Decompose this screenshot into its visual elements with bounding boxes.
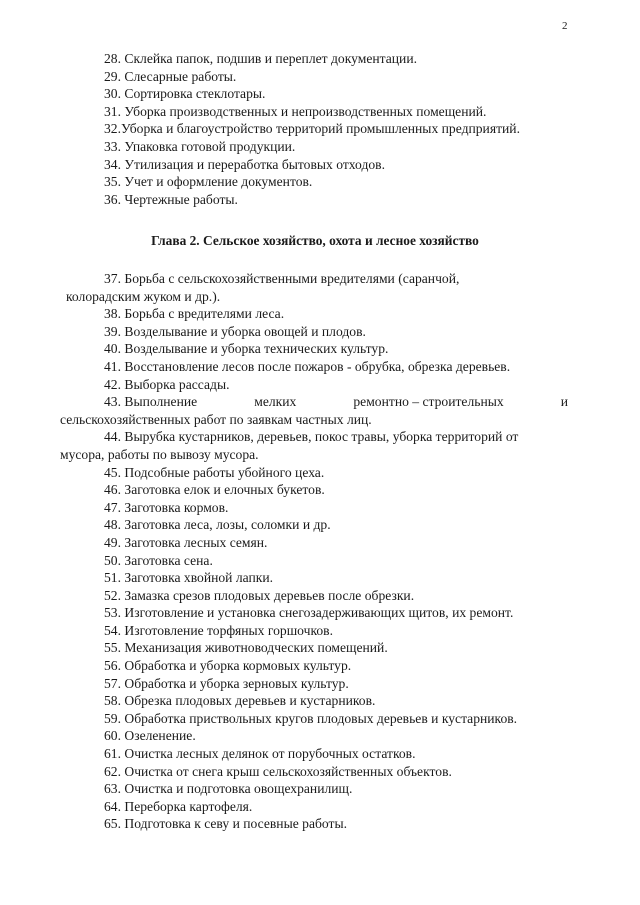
list-item: 35. Учет и оформление документов. [104, 174, 313, 190]
word: мелких [254, 394, 297, 410]
list-item: 32.Уборка и благоустройство территорий промышленных предприятий. [104, 121, 520, 137]
list-item: 38. Борьба с вредителями леса. [104, 306, 285, 322]
list-item: 36. Чертежные работы. [104, 191, 238, 207]
list-item: 65. Подготовка к севу и посевные работы. [104, 816, 347, 832]
list-item-continuation: мусора, работы по вывозу мусора. [60, 446, 259, 462]
list-item: 30. Сортировка стеклотары. [104, 86, 266, 102]
list-item: 62. Очистка от снега крыш сельскохозяйственных объектов. [104, 763, 452, 779]
word: и [560, 394, 568, 410]
list-item: 55. Механизация животноводческих помещений. [104, 640, 388, 656]
list-item: 34. Утилизация и переработка бытовых отходов. [104, 156, 385, 172]
list-item: 50. Заготовка сена. [104, 552, 213, 568]
list-item: 40. Возделывание и уборка технических культур. [104, 341, 389, 357]
list-item: 59. Обработка приствольных кругов плодовых деревьев и кустарников. [104, 710, 518, 726]
work-list-chapter-2 [0, 270, 640, 833]
chapter-heading: Глава 2. Сельское хозяйство, охота и лесное хозяйство [151, 233, 479, 248]
list-item: 39. Возделывание и уборка овощей и плодов. [104, 323, 366, 339]
list-item: 60. Озеленение. [104, 728, 196, 744]
list-item-justified [0, 393, 640, 411]
list-item: 48. Заготовка леса, лозы, соломки и др. [104, 517, 331, 533]
list-item: 58. Обрезка плодовых деревьев и кустарников. [104, 693, 376, 709]
list-item: 61. Очистка лесных делянок от порубочных остатков. [104, 746, 416, 762]
list-item: 54. Изготовление торфяных горшочков. [104, 622, 333, 638]
list-item-continuation: сельскохозяйственных работ по заявкам частных лиц. [60, 411, 372, 427]
list-item: 56. Обработка и уборка кормовых культур. [104, 658, 352, 674]
work-list-part-1 [104, 50, 584, 208]
list-item: 28. Склейка папок, подшив и переплет документации. [104, 51, 418, 66]
list-item: 46. Заготовка елок и елочных букетов. [104, 482, 325, 498]
list-item: 31. Уборка производственных и непроизводственных помещений. [104, 103, 487, 119]
list-item: 47. Заготовка кормов. [104, 499, 229, 515]
list-item: 63. Очистка и подготовка овощехранилищ. [104, 781, 353, 797]
list-item: 29. Слесарные работы. [104, 68, 237, 84]
list-item: 52. Замазка срезов плодовых деревьев после обрезки. [104, 587, 415, 603]
list-item: 53. Изготовление и установка снегозадерживающих щитов, их ремонт. [104, 605, 514, 621]
list-item: 44. Вырубка кустарников, деревьев, покос травы, уборка территорий от [104, 429, 519, 445]
list-item: 42. Выборка рассады. [104, 376, 230, 392]
list-item: 64. Переборка картофеля. [104, 798, 253, 814]
page-number: 2 [562, 20, 568, 32]
word: ремонтно – строительных [353, 394, 504, 410]
list-item: 37. Борьба с сельскохозяйственными вредителями (саранчой, [104, 271, 460, 286]
list-item: 51. Заготовка хвойной лапки. [104, 570, 274, 586]
list-item: 49. Заготовка лесных семян. [104, 534, 268, 550]
list-item-continuation: колорадским жуком и др.). [66, 288, 221, 304]
list-item: 41. Восстановление лесов после пожаров - обрубка, обрезка деревьев. [104, 358, 511, 374]
list-item: 45. Подсобные работы убойного цеха. [104, 464, 325, 480]
list-item: 33. Упаковка готовой продукции. [104, 138, 296, 154]
list-item: 57. Обработка и уборка зерновых культур. [104, 675, 349, 691]
word: 43. Выполнение [104, 394, 198, 410]
